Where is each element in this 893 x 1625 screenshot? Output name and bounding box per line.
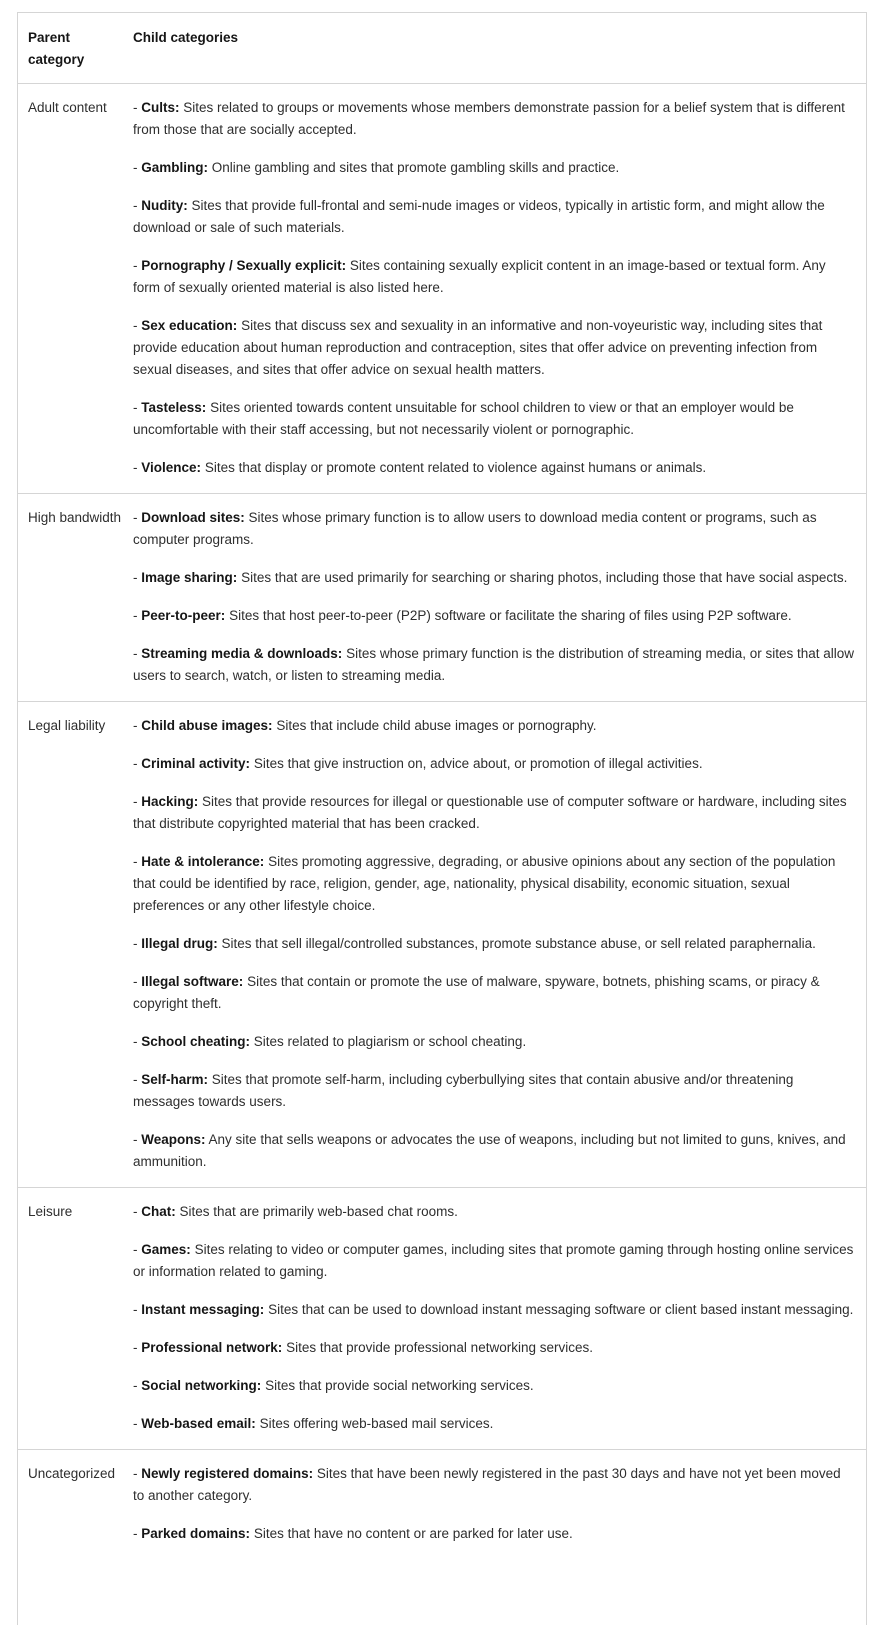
child-category-description: Sites that display or promote content related to violence against humans or animals. — [204, 460, 707, 475]
child-category-description: Sites whose primary function is the distribution of streaming media, or sites that allow users to search, watch, or listen to streaming media. — [133, 646, 855, 683]
child-category-item — [133, 195, 855, 239]
bullet-dash: - — [133, 258, 138, 273]
bullet-dash: - — [133, 1466, 138, 1481]
child-category-item — [133, 1337, 855, 1359]
child-category-item — [133, 851, 855, 917]
bullet-dash: - — [133, 160, 138, 175]
bullet-dash: - — [133, 400, 138, 415]
child-category-term: Download sites: — [141, 510, 245, 525]
child-category-term: Streaming media & downloads: — [141, 646, 343, 661]
parent-category-cell — [18, 1187, 133, 1449]
child-category-term: School cheating: — [141, 1034, 251, 1049]
child-category-term: Hacking: — [141, 794, 199, 809]
child-category-item — [133, 97, 855, 141]
child-category-item — [133, 1239, 855, 1283]
child-category-description: Sites that can be used to download instant messaging software or client based instant messaging. — [268, 1302, 854, 1317]
child-category-term: Peer-to-peer: — [141, 608, 226, 623]
child-category-description: Sites that host peer-to-peer (P2P) software or facilitate the sharing of files using P2P software. — [229, 608, 792, 623]
child-category-item — [133, 1201, 855, 1223]
column-header-child-categories — [133, 13, 866, 83]
child-category-description: Sites oriented towards content unsuitable for school children to view or that an employer would be uncomfortable with their staff accessing, but not necessarily violent or pornographic. — [133, 400, 794, 437]
child-category-description: Sites that have no content or are parked for later use. — [253, 1526, 573, 1541]
child-category-description: Sites that contain or promote the use of malware, spyware, botnets, phishing scams, or piracy & copyright theft. — [133, 974, 820, 1011]
child-category-item — [133, 605, 855, 627]
child-category-item — [133, 643, 855, 687]
child-category-term: Violence: — [141, 460, 202, 475]
bullet-dash: - — [133, 646, 138, 661]
bullet-dash: - — [133, 460, 138, 475]
bullet-dash: - — [133, 756, 138, 771]
child-category-term: Weapons: — [141, 1132, 206, 1147]
child-category-description: Sites that are primarily web-based chat rooms. — [179, 1204, 458, 1219]
child-category-item — [133, 1129, 855, 1173]
child-category-item — [133, 157, 855, 179]
parent-category-cell — [18, 493, 133, 701]
child-category-term: Chat: — [141, 1204, 176, 1219]
child-category-term: Parked domains: — [141, 1526, 251, 1541]
bullet-dash: - — [133, 936, 138, 951]
child-category-term: Nudity: — [141, 198, 188, 213]
child-category-description: Sites that provide professional networking services. — [286, 1340, 593, 1355]
child-category-item — [133, 1375, 855, 1397]
child-category-term: Image sharing: — [141, 570, 238, 585]
child-category-term: Tasteless: — [141, 400, 207, 415]
child-category-item — [133, 715, 855, 737]
child-category-term: Games: — [141, 1242, 191, 1257]
child-category-item — [133, 457, 855, 479]
parent-category-cell — [18, 1449, 133, 1625]
child-category-description: Sites containing sexually explicit content in an image-based or textual form. Any form of sexually oriented material is also listed here. — [133, 258, 826, 295]
child-category-item — [133, 255, 855, 299]
child-category-term: Newly registered domains: — [141, 1466, 314, 1481]
bullet-dash: - — [133, 198, 138, 213]
child-category-term: Social networking: — [141, 1378, 262, 1393]
bullet-dash: - — [133, 974, 138, 989]
child-category-term: Web-based email: — [141, 1416, 256, 1431]
child-category-description: Sites that give instruction on, advice about, or promotion of illegal activities. — [253, 756, 703, 771]
child-category-term: Cults: — [141, 100, 180, 115]
child-category-description: Sites that promote self-harm, including cyberbullying sites that contain abusive and/or threatening messages towards users. — [133, 1072, 794, 1109]
parent-category-label: Adult content — [28, 100, 107, 115]
child-category-description: Sites relating to video or computer games, including sites that promote gaming through hosting online services or information related to gaming. — [133, 1242, 854, 1279]
child-category-term: Hate & intolerance: — [141, 854, 265, 869]
child-category-description: Sites promoting aggressive, degrading, or abusive opinions about any section of the population that could be identified by race, religion, gender, age, nationality, physical disability, economic situation, sexual preferences or any other lifestyle choice. — [133, 854, 836, 913]
child-category-term: Illegal software: — [141, 974, 244, 989]
child-categories-cell — [133, 83, 866, 493]
child-category-term: Pornography / Sexually explicit: — [141, 258, 347, 273]
child-category-description: Sites related to plagiarism or school cheating. — [253, 1034, 527, 1049]
child-category-item — [133, 507, 855, 551]
child-category-item — [133, 753, 855, 775]
child-category-term: Sex education: — [141, 318, 238, 333]
child-category-description: Sites that provide resources for illegal or questionable use of computer software or hardware, including sites that distribute copyrighted material that has been cracked. — [133, 794, 847, 831]
child-category-item — [133, 1069, 855, 1113]
child-category-description: Sites that provide full-frontal and semi-nude images or videos, typically in artistic form, and might allow the download or sale of such materials. — [133, 198, 825, 235]
child-category-item — [133, 1031, 855, 1053]
child-category-description: Sites that discuss sex and sexuality in an informative and non-voyeuristic way, including sites that provide education about human reproduction and contraception, sites that offer advice on preventing infection from sexual diseases, and sites that offer advice on sexual health matters. — [133, 318, 823, 377]
child-categories-cell — [133, 1187, 866, 1449]
bullet-dash: - — [133, 510, 138, 525]
child-category-item — [133, 315, 855, 381]
child-category-description: Online gambling and sites that promote gambling skills and practice. — [211, 160, 620, 175]
child-category-term: Professional network: — [141, 1340, 283, 1355]
child-categories-cell — [133, 701, 866, 1187]
column-header-child-categories-label: Child categories — [133, 30, 239, 45]
child-categories-cell — [133, 1449, 866, 1625]
parent-category-cell — [18, 83, 133, 493]
bullet-dash: - — [133, 1416, 138, 1431]
child-category-term: Criminal activity: — [141, 756, 251, 771]
categories-table — [17, 12, 867, 1625]
parent-category-cell — [18, 701, 133, 1187]
bullet-dash: - — [133, 1204, 138, 1219]
bullet-dash: - — [133, 1340, 138, 1355]
bullet-dash: - — [133, 570, 138, 585]
child-category-description: Sites offering web-based mail services. — [259, 1416, 494, 1431]
parent-category-label: Leisure — [28, 1204, 73, 1219]
bullet-dash: - — [133, 100, 138, 115]
child-category-description: Sites that provide social networking services. — [265, 1378, 534, 1393]
parent-category-label: Uncategorized — [28, 1466, 116, 1481]
column-header-parent-category-label: Parent category — [28, 30, 85, 67]
child-category-description: Sites related to groups or movements whose members demonstrate passion for a belief system that is different from those that are socially accepted. — [133, 100, 845, 137]
child-category-description: Sites whose primary function is to allow users to download media content or programs, such as computer programs. — [133, 510, 817, 547]
bullet-dash: - — [133, 318, 138, 333]
child-category-item — [133, 971, 855, 1015]
child-category-term: Gambling: — [141, 160, 209, 175]
bullet-dash: - — [133, 854, 138, 869]
child-category-item — [133, 1523, 855, 1545]
bullet-dash: - — [133, 1378, 138, 1393]
child-category-term: Self-harm: — [141, 1072, 209, 1087]
child-category-item — [133, 397, 855, 441]
child-category-term: Illegal drug: — [141, 936, 218, 951]
child-category-term: Instant messaging: — [141, 1302, 265, 1317]
child-category-item — [133, 1413, 855, 1435]
bullet-dash: - — [133, 1302, 138, 1317]
child-category-item — [133, 1299, 855, 1321]
child-category-description: Sites that have been newly registered in the past 30 days and have not yet been moved to another category. — [133, 1466, 841, 1503]
child-category-description: Sites that are used primarily for searching or sharing photos, including those that have social aspects. — [241, 570, 848, 585]
child-category-description: Sites that sell illegal/controlled substances, promote substance abuse, or sell related paraphernalia. — [221, 936, 816, 951]
bullet-dash: - — [133, 1242, 138, 1257]
bullet-dash: - — [133, 1132, 138, 1147]
child-category-item — [133, 933, 855, 955]
parent-category-label: High bandwidth — [28, 510, 122, 525]
bullet-dash: - — [133, 794, 138, 809]
parent-category-label: Legal liability — [28, 718, 106, 733]
child-category-term: Child abuse images: — [141, 718, 273, 733]
bullet-dash: - — [133, 1034, 138, 1049]
child-category-item — [133, 1463, 855, 1507]
bullet-dash: - — [133, 1526, 138, 1541]
child-category-item — [133, 567, 855, 589]
column-header-parent-category — [18, 13, 133, 83]
child-category-description: Sites that include child abuse images or pornography. — [276, 718, 597, 733]
bullet-dash: - — [133, 718, 138, 733]
child-category-description: Any site that sells weapons or advocates the use of weapons, including but not limited to guns, knives, and ammunition. — [133, 1132, 846, 1169]
bullet-dash: - — [133, 1072, 138, 1087]
child-category-item — [133, 791, 855, 835]
child-categories-cell — [133, 493, 866, 701]
bullet-dash: - — [133, 608, 138, 623]
